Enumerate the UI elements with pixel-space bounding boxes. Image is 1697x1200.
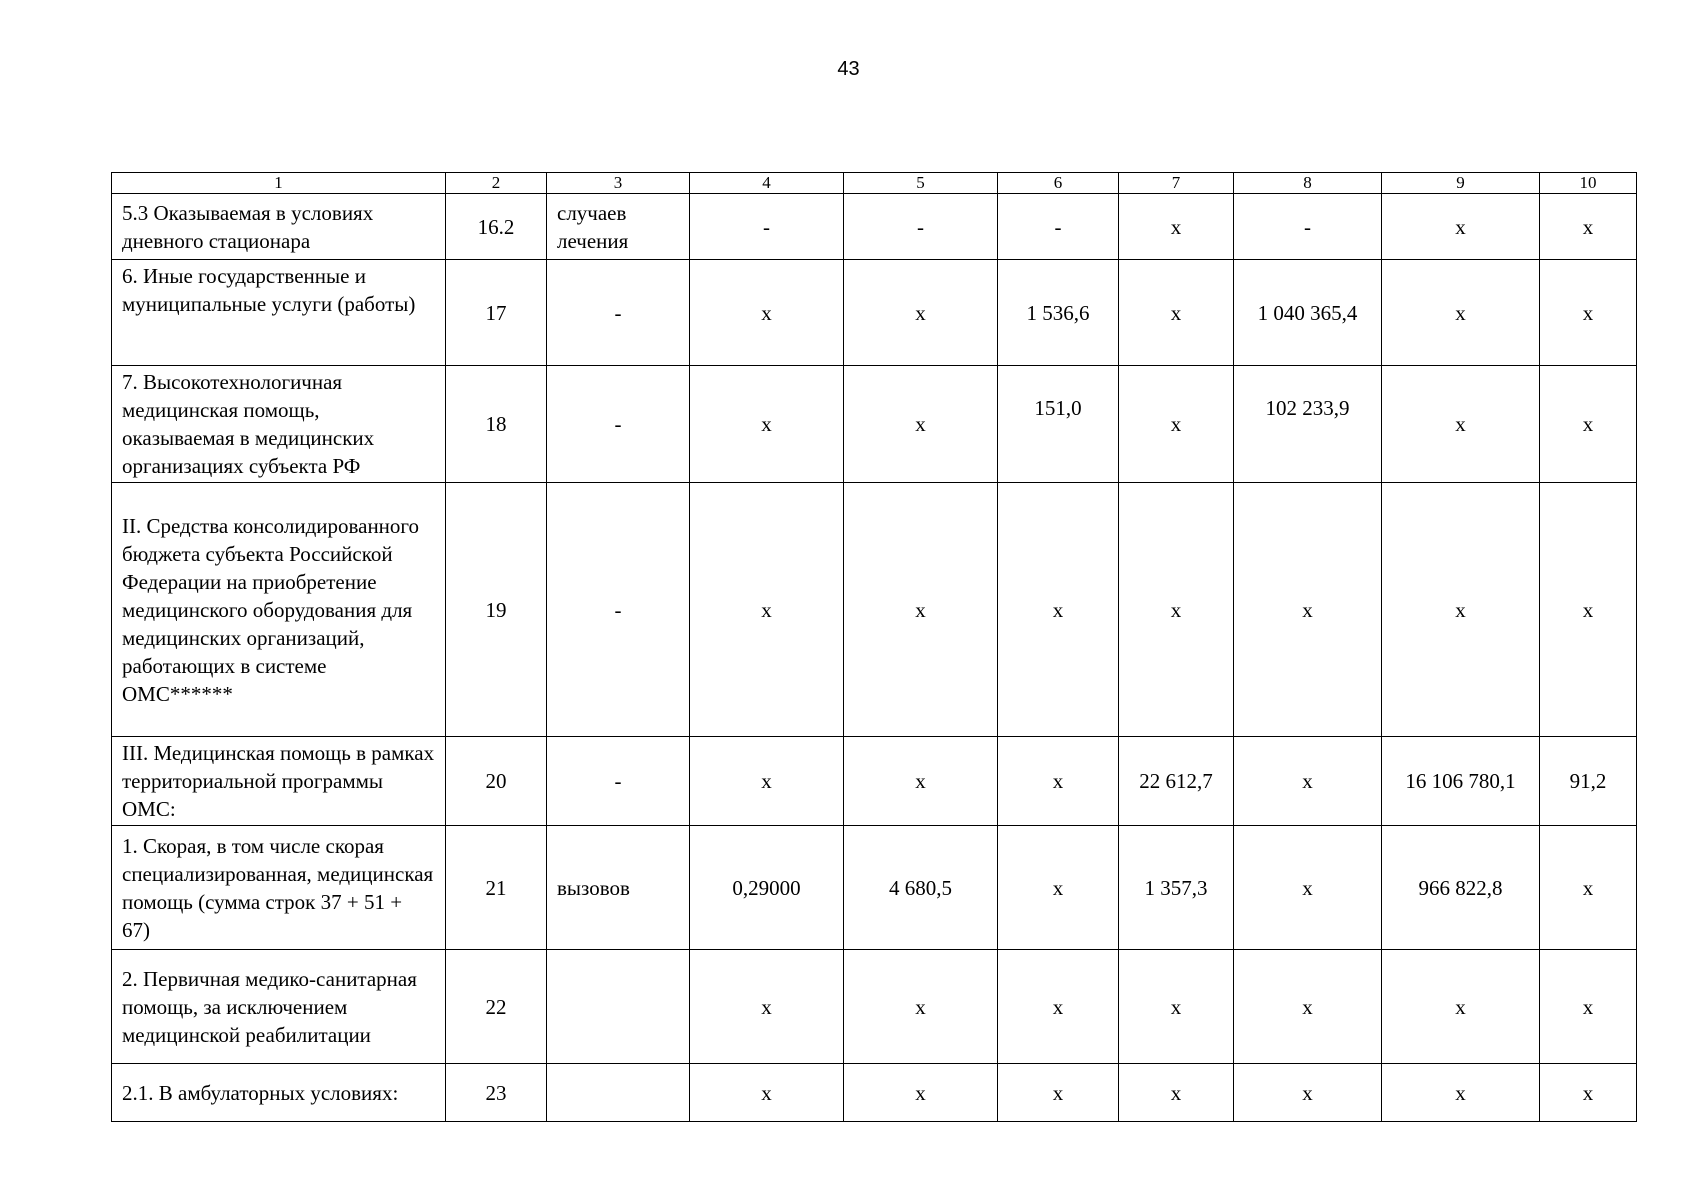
- table-cell: х: [1382, 194, 1540, 260]
- table-cell: х: [1540, 366, 1637, 483]
- table-cell: х: [998, 737, 1119, 826]
- table-row: [112, 194, 1637, 260]
- table-cell: 16.2: [446, 194, 547, 260]
- table-cell: [547, 950, 690, 1064]
- table-cell: х: [1382, 260, 1540, 366]
- table-cell: х: [690, 1064, 844, 1122]
- table-cell: -: [547, 737, 690, 826]
- row-name: 2. Первичная медико-санитарная помощь, за исключением медицинской реабилитации: [112, 950, 446, 1064]
- table-cell: -: [547, 483, 690, 737]
- table-cell: х: [1540, 483, 1637, 737]
- row-name: II. Средства консолидированного бюджета субъекта Российской Федерации на приобретение медицинского оборудования для медицинских организаций, работающих в системе ОМС******: [112, 483, 446, 737]
- table-cell: 22 612,7: [1119, 737, 1234, 826]
- table-cell: 23: [446, 1064, 547, 1122]
- table-cell: х: [1119, 260, 1234, 366]
- data-table: [111, 172, 1637, 1122]
- column-header: 4: [690, 173, 844, 194]
- column-header: 10: [1540, 173, 1637, 194]
- table-cell: х: [998, 1064, 1119, 1122]
- table-cell: х: [1119, 483, 1234, 737]
- cell-value: 151,0: [1034, 396, 1082, 420]
- table-cell: х: [1540, 1064, 1637, 1122]
- table-cell: 18: [446, 366, 547, 483]
- table-cell: х: [1382, 366, 1540, 483]
- table-cell: 1 357,3: [1119, 826, 1234, 950]
- table-cell: -: [547, 260, 690, 366]
- table-cell: [998, 366, 1119, 483]
- column-header: 1: [112, 173, 446, 194]
- table-row: [112, 260, 1637, 366]
- table-cell: х: [690, 737, 844, 826]
- table-cell: х: [998, 483, 1119, 737]
- row-name: 7. Высокотехнологичная медицинская помощь, оказываемая в медицинских организациях субъекта РФ: [112, 366, 446, 483]
- table-row: [112, 483, 1637, 737]
- table-cell: х: [1382, 483, 1540, 737]
- page-number: 43: [837, 58, 860, 80]
- table-cell: х: [998, 950, 1119, 1064]
- cell-value: 102 233,9: [1265, 396, 1350, 420]
- column-header: 9: [1382, 173, 1540, 194]
- table-cell: 4 680,5: [844, 826, 998, 950]
- table-cell: 0,29000: [690, 826, 844, 950]
- column-header: 6: [998, 173, 1119, 194]
- column-header: 5: [844, 173, 998, 194]
- table-cell: 22: [446, 950, 547, 1064]
- table-cell: [1234, 366, 1382, 483]
- table-cell: 1 040 365,4: [1234, 260, 1382, 366]
- table-cell: [547, 1064, 690, 1122]
- row-name: 5.3 Оказываемая в условиях дневного стационара: [112, 194, 446, 260]
- table-cell: х: [1540, 950, 1637, 1064]
- table-cell: 1 536,6: [998, 260, 1119, 366]
- table-row: [112, 366, 1637, 483]
- table-cell: х: [1382, 950, 1540, 1064]
- table-cell: вызовов: [547, 826, 690, 950]
- table-cell: -: [690, 194, 844, 260]
- table-cell: х: [1234, 483, 1382, 737]
- table-cell: х: [1119, 366, 1234, 483]
- table-cell: 17: [446, 260, 547, 366]
- row-name: 6. Иные государственные и муниципальные услуги (работы): [112, 260, 446, 366]
- table-cell: х: [998, 826, 1119, 950]
- table-cell: -: [1234, 194, 1382, 260]
- table-cell: х: [1382, 1064, 1540, 1122]
- table-cell: х: [1234, 1064, 1382, 1122]
- table-row: [112, 737, 1637, 826]
- table-cell: х: [844, 1064, 998, 1122]
- table-cell: х: [1234, 950, 1382, 1064]
- table-cell: х: [1119, 1064, 1234, 1122]
- row-name: 1. Скорая, в том числе скорая специализированная, медицинская помощь (сумма строк 37 + 51 + 67): [112, 826, 446, 950]
- table-cell: х: [844, 483, 998, 737]
- table-cell: х: [1540, 826, 1637, 950]
- table-cell: -: [547, 366, 690, 483]
- column-header: 7: [1119, 173, 1234, 194]
- row-name: 2.1. В амбулаторных условиях:: [112, 1064, 446, 1122]
- column-header: 3: [547, 173, 690, 194]
- table-cell: х: [690, 950, 844, 1064]
- row-name: III. Медицинская помощь в рамках территориальной программы ОМС:: [112, 737, 446, 826]
- table-cell: 20: [446, 737, 547, 826]
- table-cell: х: [844, 950, 998, 1064]
- column-header-row: [112, 173, 1637, 194]
- table-cell: случаев лечения: [547, 194, 690, 260]
- table-cell: х: [844, 260, 998, 366]
- column-header: 8: [1234, 173, 1382, 194]
- table-cell: 21: [446, 826, 547, 950]
- table-cell: 966 822,8: [1382, 826, 1540, 950]
- table-cell: х: [844, 737, 998, 826]
- table-cell: х: [690, 366, 844, 483]
- table-row: [112, 1064, 1637, 1122]
- table-cell: -: [998, 194, 1119, 260]
- table-cell: х: [690, 260, 844, 366]
- table-cell: х: [1119, 950, 1234, 1064]
- table-cell: х: [1234, 737, 1382, 826]
- table-cell: 91,2: [1540, 737, 1637, 826]
- table-row: [112, 950, 1637, 1064]
- table-row: [112, 826, 1637, 950]
- table-cell: 19: [446, 483, 547, 737]
- table-cell: х: [1234, 826, 1382, 950]
- table-cell: х: [1540, 260, 1637, 366]
- table-cell: х: [1540, 194, 1637, 260]
- table-cell: -: [844, 194, 998, 260]
- table-cell: х: [1119, 194, 1234, 260]
- table-cell: х: [844, 366, 998, 483]
- column-header: 2: [446, 173, 547, 194]
- table-cell: х: [690, 483, 844, 737]
- table-cell: 16 106 780,1: [1382, 737, 1540, 826]
